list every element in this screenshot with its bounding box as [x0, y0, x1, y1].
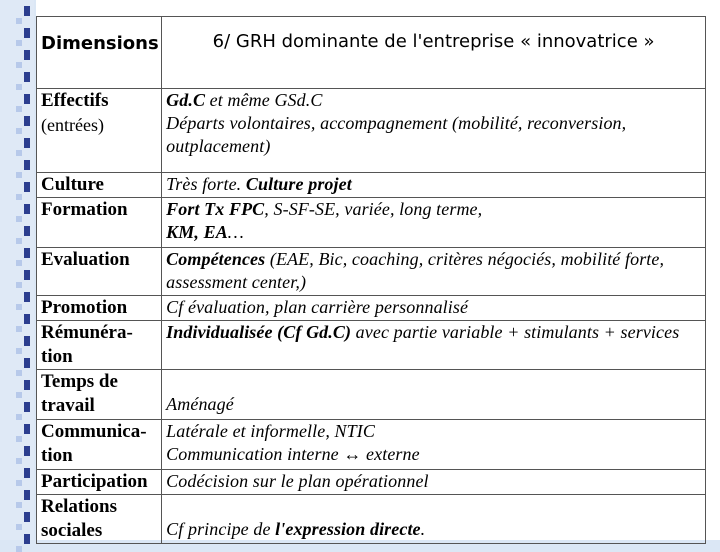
dimension-value — [162, 495, 706, 544]
decor-square-light — [16, 480, 22, 486]
slide-sheet — [36, 0, 720, 540]
decor-square — [24, 314, 30, 324]
dimension-label-text: tion — [41, 445, 73, 466]
dimension-sublabel: (entrées) — [41, 115, 104, 135]
dimension-label-text: Temps de — [41, 371, 118, 392]
dimension-label — [37, 248, 162, 296]
dimension-value — [162, 173, 706, 198]
table-row — [37, 198, 706, 248]
dimension-value — [162, 370, 706, 420]
table-title: 6/ GRH dominante de l'entreprise « innovatrice » — [162, 17, 706, 89]
decor-square — [24, 248, 30, 258]
decor-square — [24, 292, 30, 302]
value-text: Latérale et informelle, NTIC — [166, 421, 375, 441]
dimension-label-text: Evaluation — [41, 249, 130, 270]
dimension-value — [162, 198, 706, 248]
emphasized-text: Compétences — [166, 249, 266, 269]
decor-square-light — [16, 172, 22, 178]
emphasized-text: KM, EA — [166, 222, 228, 242]
decor-square — [24, 182, 30, 192]
dimension-label — [37, 495, 162, 544]
decor-square-light — [16, 304, 22, 310]
value-text: , S-SF-SE, variée, long terme, — [264, 199, 483, 219]
decor-square-light — [16, 502, 22, 508]
decor-square — [24, 72, 30, 82]
decor-square — [24, 534, 30, 544]
dimension-label — [37, 173, 162, 198]
decor-square — [24, 402, 30, 412]
emphasized-text: Culture projet — [245, 174, 352, 194]
dimension-label-text: Communica- — [41, 421, 147, 442]
emphasized-text: Gd.C — [166, 90, 206, 110]
table-row — [37, 248, 706, 296]
decor-square-light — [16, 18, 22, 24]
table-row — [37, 321, 706, 370]
decor-square — [24, 336, 30, 346]
dimension-label — [37, 370, 162, 420]
decor-square-light — [16, 414, 22, 420]
decor-square-light — [16, 546, 22, 552]
emphasized-text: Individualisée (Cf Gd.C) — [166, 322, 352, 342]
value-text: Codécision sur le plan opérationnel — [166, 471, 429, 491]
decor-square-light — [16, 458, 22, 464]
table-row — [37, 495, 706, 544]
decor-square — [24, 94, 30, 104]
decor-square — [24, 138, 30, 148]
grh-table — [36, 16, 706, 544]
value-text: Cf évaluation, plan carrière personnalisé — [166, 297, 469, 317]
emphasized-text: l'expression directe — [275, 519, 421, 539]
dimension-label — [37, 198, 162, 248]
dimension-value — [162, 420, 706, 470]
decor-square-light — [16, 40, 22, 46]
decor-square-light — [16, 106, 22, 112]
decor-square-light — [16, 150, 22, 156]
header-row — [37, 17, 706, 89]
decor-square — [24, 468, 30, 478]
decor-square — [24, 160, 30, 170]
dimension-label-text: Promotion — [41, 297, 128, 318]
value-text: Très forte. — [166, 174, 246, 194]
table-row — [37, 89, 706, 173]
decor-square-light — [16, 392, 22, 398]
decor-square — [24, 226, 30, 236]
value-text: avec partie variable + stimulants + services — [351, 322, 680, 342]
value-text: … — [227, 222, 244, 242]
decor-square-light — [16, 62, 22, 68]
decor-square — [24, 116, 30, 126]
decor-square-light — [16, 238, 22, 244]
value-text: Cf principe de — [166, 519, 276, 539]
dimension-value — [162, 296, 706, 321]
decor-square — [24, 204, 30, 214]
dimension-label — [37, 296, 162, 321]
dimension-value — [162, 89, 706, 173]
dimension-label-text: travail — [41, 395, 95, 416]
value-text: (EAE, Bic, coaching, critères négociés, mobilité forte, assessment center,) — [166, 249, 665, 292]
decor-square — [24, 512, 30, 522]
value-text: Départs volontaires, accompagnement (mobilité, reconversion, outplacement) — [166, 113, 627, 156]
emphasized-text: Fort Tx FPC — [166, 199, 265, 219]
dimension-label — [37, 89, 162, 173]
decor-square-light — [16, 282, 22, 288]
dimension-value — [162, 248, 706, 296]
dimensions-header: Dimensions — [37, 17, 162, 89]
dimension-label-text: Effectifs — [41, 90, 109, 111]
dimension-label — [37, 420, 162, 470]
dimension-label-text: Relations — [41, 496, 117, 517]
decor-square — [24, 50, 30, 60]
table-row — [37, 470, 706, 495]
dimension-label-text: Rémunéra- — [41, 322, 133, 343]
dimension-value — [162, 470, 706, 495]
table-row — [37, 420, 706, 470]
decor-square — [24, 270, 30, 280]
decor-square — [24, 6, 30, 16]
decor-square-light — [16, 524, 22, 530]
value-text: Communication interne ↔ externe — [166, 444, 420, 464]
dimension-label-text: Participation — [41, 471, 148, 492]
table-row — [37, 296, 706, 321]
decor-square-light — [16, 260, 22, 266]
decor-square — [24, 490, 30, 500]
dimension-label — [37, 470, 162, 495]
dimension-label-text: Formation — [41, 199, 128, 220]
decor-square-light — [16, 370, 22, 376]
decor-square-light — [16, 326, 22, 332]
decor-square — [24, 358, 30, 368]
dimension-label-text: tion — [41, 346, 73, 367]
decor-square-light — [16, 128, 22, 134]
decor-square — [24, 446, 30, 456]
decor-square-light — [16, 216, 22, 222]
value-text: . — [420, 519, 426, 539]
left-decoration-strip — [0, 0, 34, 540]
decor-square — [24, 28, 30, 38]
table-row — [37, 173, 706, 198]
dimension-value — [162, 321, 706, 370]
decor-square-light — [16, 84, 22, 90]
decor-square-light — [16, 348, 22, 354]
value-text: Aménagé — [166, 394, 234, 414]
decor-square-light — [16, 436, 22, 442]
decor-square — [24, 424, 30, 434]
decor-square — [24, 380, 30, 390]
dimension-label-text: sociales — [41, 520, 103, 541]
dimension-label — [37, 321, 162, 370]
value-text: et même GSd.C — [205, 90, 323, 110]
table-row — [37, 370, 706, 420]
dimension-label-text: Culture — [41, 174, 104, 195]
decor-square-light — [16, 194, 22, 200]
